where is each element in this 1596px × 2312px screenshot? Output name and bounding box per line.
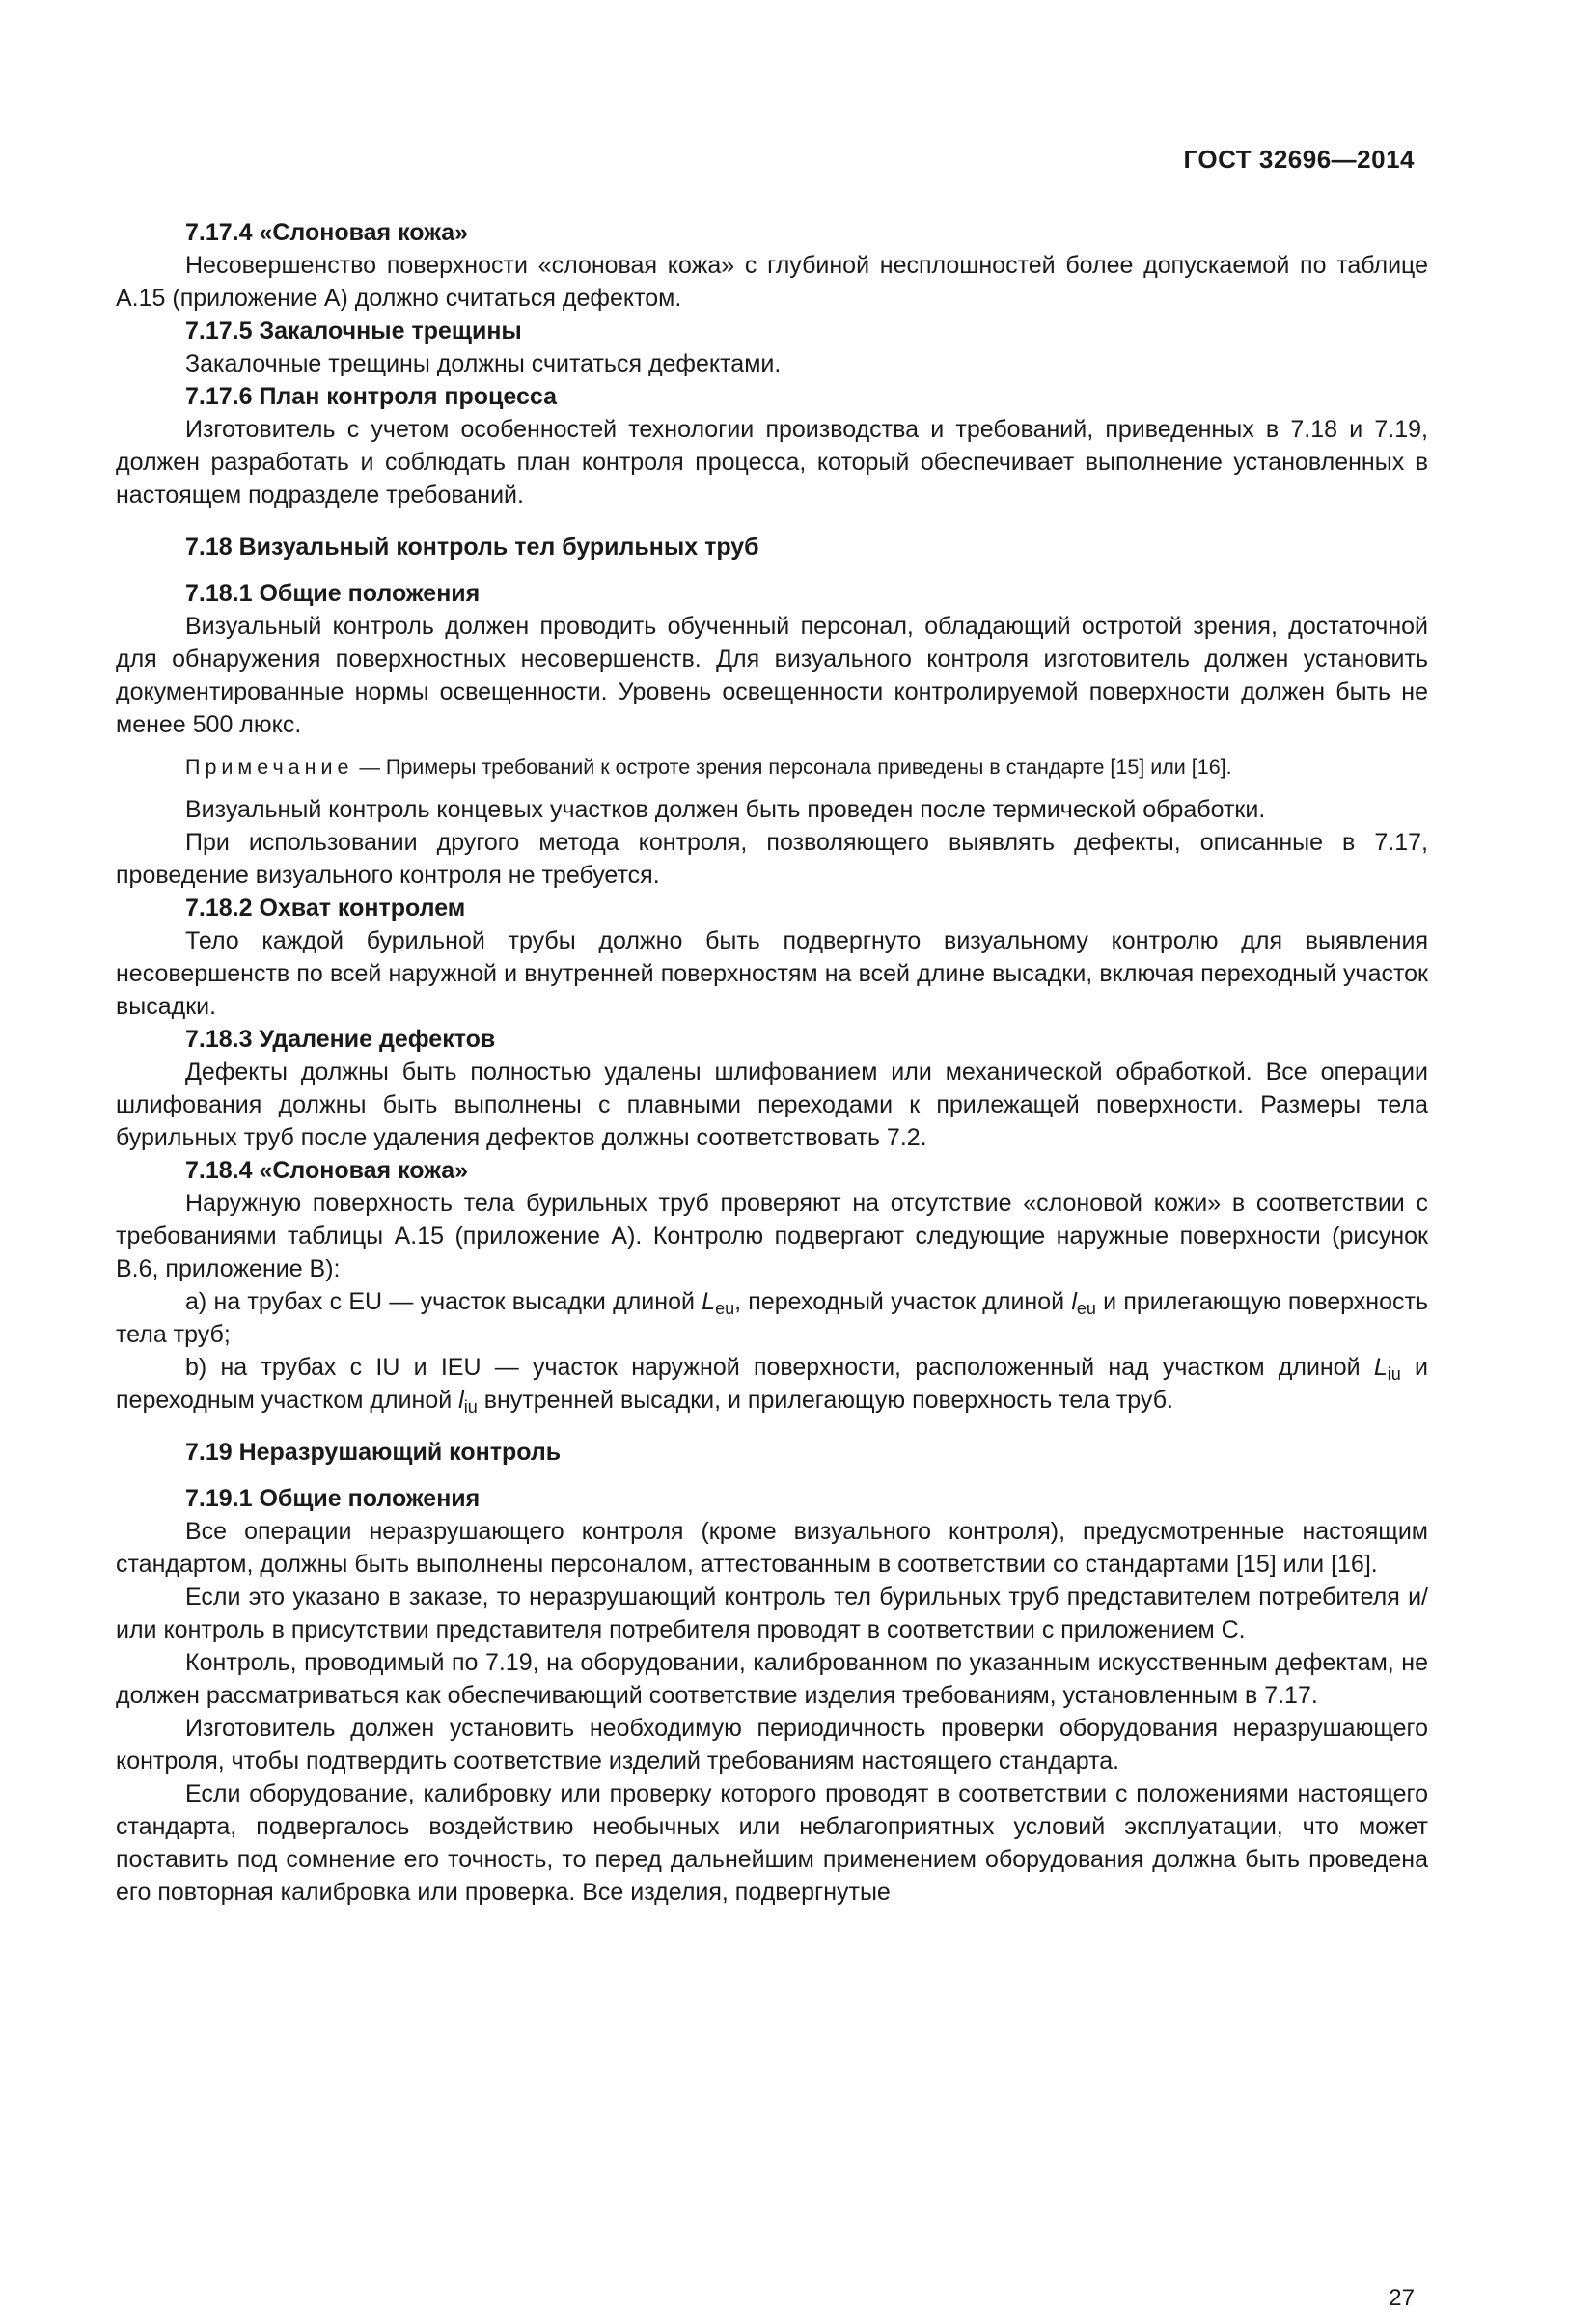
list-item-a: а) на трубах с EU — участок высадки длиной $L_{eu}$, переходный участок длиной $l_{eu}$ и прилегающую поверхность тела труб; <box>116 1288 1428 1348</box>
section-heading-7-18-3: 7.18.3 Удаление дефектов <box>185 1026 496 1053</box>
document-code: ГОСТ 32696—2014 <box>1183 145 1415 174</box>
paragraph: Тело каждой бурильной трубы должно быть подвергнуто визуальному контролю для выявления несовершенств по всей наружной и внутренней поверхностям на всей длине высадки, включая переходный участок высадки. <box>116 927 1428 1020</box>
paragraph: Визуальный контроль концевых участков должен быть проведен после термической обработки. <box>185 796 1266 823</box>
section-heading-7-17-4: 7.17.4 «Слоновая кожа» <box>185 219 469 246</box>
section-heading-7-18-2: 7.18.2 Охват контролем <box>185 895 466 922</box>
paragraph: Наружную поверхность тела бурильных труб проверяют на отсутствие «слоновой кожи» в соответствии с требованиями таблицы А.15 (приложение А). Контролю подвергают следующие наружные поверхности (рисунок В.6, приложение В): <box>116 1190 1428 1282</box>
section-heading-7-19-1: 7.19.1 Общие положения <box>185 1485 481 1512</box>
note-text: — Примеры требований к остроте зрения персонала приведены в стандарте [15] или [16]. <box>353 756 1232 779</box>
section-heading-7-18-1: 7.18.1 Общие положения <box>185 580 481 607</box>
document-body <box>116 216 1428 1909</box>
paragraph: Дефекты должны быть полностью удалены шлифованием или механической обработкой. Все операции шлифования должны быть выполнены с плавными переходами к прилежащей поверхности. Размеры тела бурильных труб после удаления дефектов должны соответствовать 7.2. <box>116 1059 1428 1151</box>
section-heading-7-18-4: 7.18.4 «Слоновая кожа» <box>185 1157 469 1184</box>
paragraph: Все операции неразрушающего контроля (кроме визуального контроля), предусмотренные настоящим стандартом, должны быть выполнены персоналом, аттестованным в соответствии со стандартами [15] или [16]. <box>116 1518 1428 1578</box>
paragraph: Несовершенство поверхности «слоновая кожа» с глубиной несплошностей более допускаемой по таблице А.15 (приложение А) должно считаться дефектом. <box>116 252 1428 312</box>
list-item-b: b) на трубах с IU и IEU — участок наружной поверхности, расположенный над участком длиной $L_{iu}$ и переходным участком длиной $l_{iu}$ внутренней высадки, и прилегающую поверхность тела труб. <box>116 1354 1428 1417</box>
note <box>116 753 1428 782</box>
page-number: 27 <box>1389 2285 1415 2311</box>
section-heading-7-17-6: 7.17.6 План контроля процесса <box>185 383 557 410</box>
paragraph: При использовании другого метода контроля, позволяющего выявлять дефекты, описанные в 7.17, проведение визуального контроля не требуется. <box>116 829 1428 889</box>
paragraph: Закалочные трещины должны считаться дефектами. <box>185 350 782 377</box>
note-label: Примечание <box>185 756 354 779</box>
paragraph: Контроль, проводимый по 7.19, на оборудовании, калиброванном по указанным искусственным дефектам, не должен рассматриваться как обеспечивающий соответствие изделия требованиям, установленным в 7.17. <box>116 1649 1428 1709</box>
paragraph: Если оборудование, калибровку или проверку которого проводят в соответствии с положениями настоящего стандарта, подвергалось воздействию необычных или неблагоприятных условий эксплуатации, что может поставить под сомнение его точность, то перед дальнейшим применением оборудования должна быть проведена его повторная калибровка или проверка. Все изделия, подвергнутые <box>116 1780 1428 1906</box>
paragraph: Если это указано в заказе, то неразрушающий контроль тел бурильных труб представителем потребителя и/или контроль в присутствии представителя потребителя проводят в соответствии с приложением С. <box>116 1583 1428 1643</box>
paragraph: Визуальный контроль должен проводить обученный персонал, обладающий остротой зрения, достаточной для обнаружения поверхностных несовершенств. Для визуального контроля изготовитель должен установить документированные нормы освещенности. Уровень освещенности контролируемой поверхности должен быть не менее 500 люкс. <box>116 613 1428 738</box>
section-heading-7-17-5: 7.17.5 Закалочные трещины <box>185 317 522 344</box>
paragraph: Изготовитель должен установить необходимую периодичность проверки оборудования неразрушающего контроля, чтобы подтвердить соответствие изделий требованиям настоящего стандарта. <box>116 1715 1428 1775</box>
section-heading-7-19: 7.19 Неразрушающий контроль <box>185 1439 562 1466</box>
paragraph: Изготовитель с учетом особенностей технологии производства и требований, приведенных в 7.18 и 7.19, должен разработать и соблюдать план контроля процесса, который обеспечивает выполнение установленных в настоящем подразделе требований. <box>116 416 1428 509</box>
section-heading-7-18: 7.18 Визуальный контроль тел бурильных труб <box>185 534 759 561</box>
